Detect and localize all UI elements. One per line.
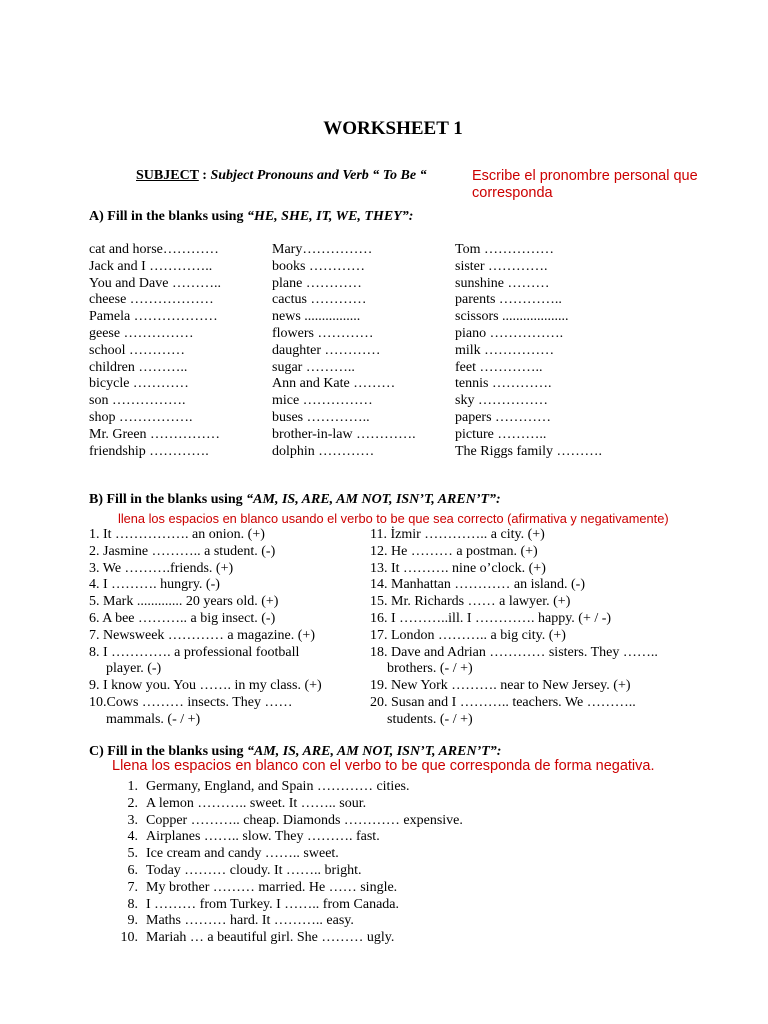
exercise-line: 3. We ……….friends. (+) (89, 560, 234, 576)
word-item: tennis …………. (455, 376, 552, 392)
item-text: I ……… from Turkey. I …….. from Canada. (146, 896, 400, 912)
item-text: Today ……… cloudy. It …….. bright. (146, 862, 362, 878)
exercise-line: 16. I ………..ill. I …………. happy. (+ / -) (370, 610, 612, 626)
word-item: Jack and I ………….. (89, 258, 213, 274)
word-item: bicycle ………… (89, 376, 189, 392)
section-b-heading-quoted: “AM, IS, ARE, AM NOT, ISN’T, AREN’T”: (246, 492, 501, 507)
word-item: sky …………… (455, 393, 548, 409)
section-b-heading-text: B) Fill in the blanks using (89, 492, 247, 507)
word-item: sunshine ……… (455, 275, 550, 291)
word-item: son ……………. (89, 393, 186, 409)
item-text: My brother ……… married. He …… single. (146, 879, 398, 895)
exercise-line: 17. London ……….. a big city. (+) (370, 627, 566, 643)
section-c-heading-text: C) Fill in the blanks using (89, 744, 247, 759)
subject-colon: : (198, 168, 211, 183)
word-item: cheese ……………… (89, 292, 214, 308)
subject-line (136, 168, 427, 184)
exercise-item (108, 880, 463, 897)
exercise-line: 4. I ………. hungry. (-) (89, 577, 220, 593)
exercise-line: 10.Cows ……… insects. They …… (89, 694, 293, 710)
exercise-item (108, 846, 463, 863)
item-text: A lemon ……….. sweet. It …….. sour. (146, 795, 367, 811)
exercise-line: 14. Manhattan ………… an island. (-) (370, 577, 586, 593)
section-c-note: Llena los espacios en blanco con el verbo to be que corresponda de forma negativa. (112, 758, 655, 774)
exercise-item (108, 829, 463, 846)
word-item: school ………… (89, 342, 186, 358)
word-item: scissors ................... (455, 309, 569, 325)
section-c-heading-quoted: “AM, IS, ARE, AM NOT, ISN’T, AREN’T”: (246, 744, 502, 759)
item-text: Ice cream and candy …….. sweet. (146, 846, 339, 862)
exercise-line: brothers. (- / +) (387, 661, 473, 677)
exercise-line: 8. I …………. a professional football (89, 644, 300, 660)
item-text: Copper ……….. cheap. Diamonds ………… expensive. (146, 812, 463, 828)
word-item: news ................ (272, 309, 361, 325)
section-a-column-1 (89, 242, 221, 460)
exercise-line: 2. Jasmine ……….. a student. (-) (89, 543, 276, 559)
word-item: parents ………….. (455, 292, 562, 308)
item-number: 1. (127, 779, 138, 794)
word-item: geese …………… (89, 325, 194, 341)
word-item: buses ………….. (272, 409, 370, 425)
exercise-line: 6. A bee ……….. a big insect. (-) (89, 610, 276, 626)
section-c-list (108, 779, 463, 947)
word-item: Mary…………… (272, 242, 373, 257)
section-a-heading-text: A) Fill in the blanks using (89, 209, 247, 224)
subject-text: Subject Pronouns and Verb “ To Be “ (210, 168, 427, 183)
section-a-heading (89, 209, 413, 225)
word-item: sugar ……….. (272, 359, 355, 375)
exercise-line: 7. Newsweek ………… a magazine. (+) (89, 627, 315, 643)
worksheet-title: WORKSHEET 1 (323, 118, 463, 139)
exercise-item (108, 779, 463, 796)
item-number: 4. (127, 829, 138, 845)
word-item: picture ……….. (455, 426, 547, 442)
exercise-item (108, 863, 463, 880)
word-item: flowers ………… (272, 325, 374, 341)
item-text: Maths ……… hard. It ……….. easy. (146, 913, 354, 929)
word-item: sister …………. (455, 258, 548, 274)
exercise-line: 20. Susan and I ……….. teachers. We ……….. (370, 694, 636, 710)
exercise-item (108, 913, 463, 930)
word-item: feet ………….. (455, 359, 543, 375)
item-number: 10. (120, 930, 138, 946)
word-item: The Riggs family ………. (455, 443, 602, 459)
section-b-heading (89, 492, 501, 508)
exercise-line: player. (-) (106, 661, 162, 677)
item-number: 2. (127, 795, 138, 811)
item-number: 3. (127, 812, 138, 828)
item-number: 5. (127, 846, 138, 862)
exercise-line: 15. Mr. Richards …… a lawyer. (+) (370, 594, 571, 610)
item-number: 9. (127, 913, 138, 929)
word-item: Pamela ……………… (89, 309, 218, 325)
item-text: Airplanes …….. slow. They ………. fast. (146, 829, 380, 845)
exercise-line: 19. New York ………. near to New Jersey. (+) (370, 678, 631, 694)
exercise-line: mammals. (- / +) (106, 711, 201, 727)
item-text: Mariah … a beautiful girl. She ……… ugly. (146, 930, 395, 946)
word-item: children ……….. (89, 359, 188, 375)
exercise-item (108, 897, 463, 914)
section-b-column-2 (370, 527, 658, 729)
exercise-line: 12. He ……… a postman. (+) (370, 543, 538, 559)
word-item: Tom …………… (455, 242, 554, 257)
exercise-line: 18. Dave and Adrian ………… sisters. They …….. (370, 644, 658, 660)
section-a-heading-quoted: “HE, SHE, IT, WE, THEY”: (246, 209, 414, 224)
exercise-line: 5. Mark ............. 20 years old. (+) (89, 594, 279, 610)
item-number: 6. (127, 862, 138, 878)
subject-label: SUBJECT (136, 168, 199, 183)
word-item: cat and horse………… (89, 242, 219, 257)
exercise-line: 9. I know you. You ……. in my class. (+) (89, 678, 322, 694)
section-a-note: Escribe el pronombre personal que corresponda (472, 168, 698, 201)
word-item: milk …………… (455, 342, 555, 358)
word-item: piano ……………. (455, 325, 564, 341)
word-item: papers ………… (455, 409, 552, 425)
item-text: Germany, England, and Spain ………… cities. (146, 779, 410, 794)
word-item: dolphin ………… (272, 443, 375, 459)
section-a-column-2 (272, 242, 416, 460)
word-item: Mr. Green …………… (89, 426, 221, 442)
word-item: brother-in-law …………. (272, 426, 416, 442)
exercise-line: 13. It ………. nine o’clock. (+) (370, 560, 546, 576)
word-item: books ………… (272, 258, 365, 274)
item-number: 8. (127, 896, 138, 912)
word-item: plane ………… (272, 275, 362, 291)
exercise-line: 11. İzmir ………….. a city. (+) (370, 527, 545, 542)
exercise-line: students. (- / +) (387, 711, 473, 727)
word-item: mice …………… (272, 393, 373, 409)
word-item: You and Dave ……….. (89, 275, 221, 291)
word-item: shop ……………. (89, 409, 193, 425)
word-item: friendship …………. (89, 443, 209, 459)
word-item: daughter ………… (272, 342, 381, 358)
section-a-column-3 (455, 242, 602, 460)
section-b-note: llena los espacios en blanco usando el verbo to be que sea correcto (afirmativa y negativamente) (118, 511, 669, 526)
section-b-column-1 (89, 527, 322, 729)
word-item: Ann and Kate ……… (272, 376, 396, 392)
item-number: 7. (127, 879, 138, 895)
exercise-line: 1. It ……………. an onion. (+) (89, 527, 265, 542)
exercise-item (108, 813, 463, 830)
exercise-item (108, 930, 463, 947)
word-item: cactus ………… (272, 292, 367, 308)
exercise-item (108, 796, 463, 813)
